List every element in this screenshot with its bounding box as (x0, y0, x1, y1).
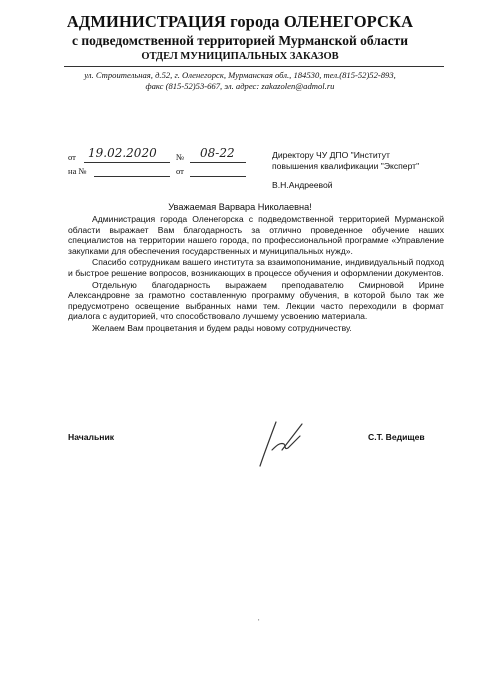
scan-mark: ▪ (258, 617, 260, 622)
header-divider (64, 66, 444, 67)
handwritten-number: 08-22 (200, 146, 235, 160)
handwritten-date: 19.02.2020 (88, 146, 157, 160)
department-title: ОТДЕЛ МУНИЦИПАЛЬНЫХ ЗАКАЗОВ (141, 51, 339, 62)
greeting: Уважаемая Варвара Николаевна! (168, 202, 312, 212)
letter-body (68, 214, 444, 335)
recipient-name: В.Н.Андреевой (272, 180, 333, 190)
signatory-name: С.Т. Ведищев (368, 432, 425, 442)
date-underline (84, 162, 170, 163)
number-underline (190, 162, 246, 163)
recipient-line-2: повышения квалификации "Эксперт" (272, 161, 420, 172)
recipient-line-1: Директору ЧУ ДПО "Институт (272, 150, 390, 160)
address-line-2: факс (815-52)53-667, эл. адрес: zakazolen@admol.ru (145, 81, 335, 91)
address-line-1: ул. Строительная, д.52, г. Оленегорск, Мурманская обл., 184530, тел.(815-52)52-893, (84, 70, 396, 80)
signatory-title: Начальник (68, 432, 115, 442)
date-label: от (68, 152, 76, 162)
body-paragraph-4: Желаем Вам процветания и будем рады новому сотрудничеству. (92, 322, 352, 333)
org-title: АДМИНИСТРАЦИЯ города ОЛЕНЕГОРСКА (66, 12, 414, 31)
incoming-number-label: на № (68, 166, 87, 176)
body-paragraph-3: Отдельную благодарность выражаем преподавателю Смирновой Ирине Александровне за грамотно составленную программу обучения, в которой было так же предусмотрено освещение выбранных нами тем. Лекции часто переходили в формат диалога с аудиторией, что способствовало лучшему усвоению материала. (68, 279, 444, 322)
incoming-number-underline (94, 176, 170, 177)
incoming-date-label: от (176, 166, 184, 176)
recipient-block (272, 150, 419, 172)
incoming-date-underline (190, 176, 246, 177)
org-address (0, 70, 480, 92)
body-paragraph-1: Администрация города Оленегорска с подведомственной территорией Мурманской области выражает Вам благодарность за отлично проведенное обучение наших специалистов на территории нашего города, по профессиональной программе «Управление закупками для обеспечения государственных и муниципальных нужд». (68, 214, 444, 256)
number-label: № (176, 152, 185, 162)
org-subtitle: с подведомственной территорией Мурманской области (71, 33, 408, 48)
handwritten-signature (250, 410, 310, 470)
body-paragraph-2: Спасибо сотрудникам вашего института за взаимопонимание, индивидуальный подход и быстрое решение вопросов, возникающих в процессе обучения и оформлении документов. (68, 257, 444, 278)
